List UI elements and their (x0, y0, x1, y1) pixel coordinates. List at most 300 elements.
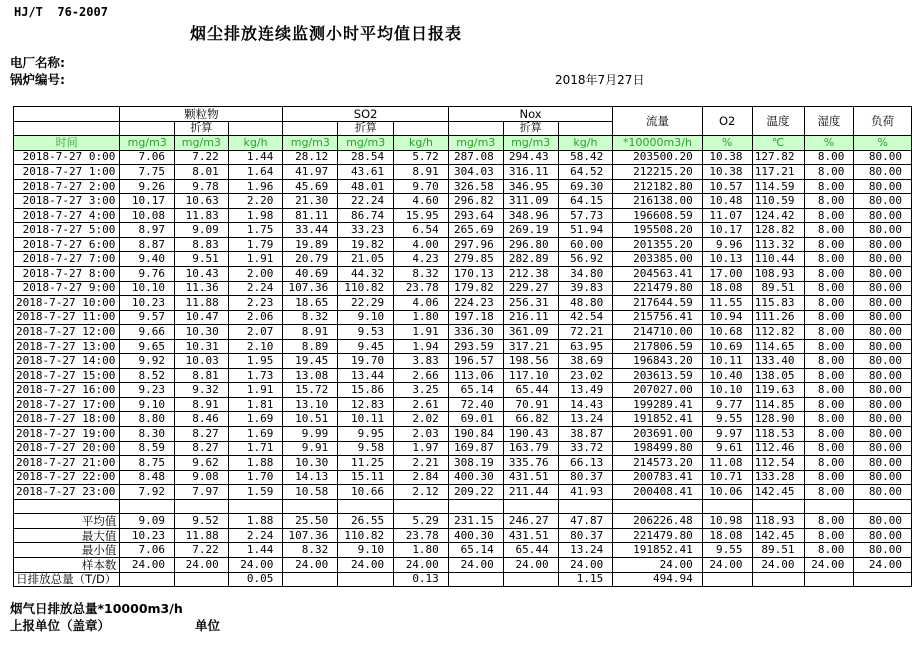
time-header: 时间 (14, 136, 120, 151)
unit-cell: % (854, 136, 912, 151)
value-cell: 10.68 (702, 325, 752, 340)
value-cell: 279.85 (448, 252, 503, 267)
value-cell: 1.80 (394, 543, 449, 558)
value-cell: 8.83 (175, 237, 229, 252)
value-cell: 9.77 (702, 397, 752, 412)
value-cell: 80.00 (854, 470, 912, 485)
value-cell: 3.25 (394, 383, 449, 398)
value-cell: 28.54 (338, 150, 394, 165)
value-cell: 15.95 (394, 208, 449, 223)
value-cell: 348.96 (503, 208, 558, 223)
value-cell: 13.24 (558, 412, 613, 427)
value-cell: 4.23 (394, 252, 449, 267)
time-cell: 2018-7-27 18:00 (14, 412, 120, 427)
value-cell: 8.00 (804, 296, 854, 311)
value-cell: 40.69 (283, 267, 338, 282)
summary-label: 样本数 (14, 557, 120, 572)
subheader-converted: 折算 (503, 121, 558, 136)
value-cell: 24.00 (175, 557, 229, 572)
value-cell: 163.79 (503, 441, 558, 456)
value-cell: 25.50 (283, 514, 338, 529)
value-cell: 41.93 (558, 485, 613, 500)
value-cell: 2.66 (394, 368, 449, 383)
value-cell: 431.51 (503, 528, 558, 543)
value-cell: 10.13 (702, 252, 752, 267)
value-cell: 265.69 (448, 223, 503, 238)
value-cell: 108.93 (752, 267, 804, 282)
spacer-cell (394, 499, 449, 514)
value-cell: 1.70 (228, 470, 283, 485)
value-cell: 28.12 (283, 150, 338, 165)
value-cell: 1.81 (228, 397, 283, 412)
col-humidity: 湿度 (804, 107, 854, 136)
value-cell: 80.00 (854, 427, 912, 442)
value-cell: 1.69 (228, 427, 283, 442)
value-cell: 11.83 (175, 208, 229, 223)
table-row (14, 368, 912, 383)
unit-cell: % (804, 136, 854, 151)
value-cell: 214573.20 (613, 456, 702, 471)
value-cell: 8.00 (804, 223, 854, 238)
value-cell: 8.00 (804, 252, 854, 267)
value-cell: 335.76 (503, 456, 558, 471)
value-cell: 8.00 (804, 325, 854, 340)
value-cell: 80.37 (558, 470, 613, 485)
value-cell: 2.12 (394, 485, 449, 500)
value-cell: 9.91 (283, 441, 338, 456)
spacer-cell (283, 499, 338, 514)
value-cell (283, 572, 338, 587)
table-row (14, 397, 912, 412)
value-cell: 65.14 (448, 543, 503, 558)
value-cell: 10.30 (175, 325, 229, 340)
value-cell: 212.38 (503, 267, 558, 282)
time-cell: 2018-7-27 17:00 (14, 397, 120, 412)
value-cell: 400.30 (448, 470, 503, 485)
value-cell: 24.00 (394, 557, 449, 572)
value-cell: 215756.41 (613, 310, 702, 325)
table-row (14, 456, 912, 471)
value-cell: 7.22 (175, 150, 229, 165)
value-cell: 80.00 (854, 208, 912, 223)
time-cell: 2018-7-27 21:00 (14, 456, 120, 471)
value-cell: 118.93 (752, 514, 804, 529)
value-cell: 2.07 (228, 325, 283, 340)
value-cell (702, 572, 752, 587)
value-cell: 9.66 (120, 325, 175, 340)
table-row (14, 208, 912, 223)
value-cell: 195508.20 (613, 223, 702, 238)
value-cell: 1.69 (228, 412, 283, 427)
table-row (14, 325, 912, 340)
value-cell: 10.63 (175, 194, 229, 209)
table-row (14, 194, 912, 209)
value-cell: 9.95 (338, 427, 394, 442)
value-cell: 8.00 (804, 528, 854, 543)
value-cell: 117.10 (503, 368, 558, 383)
spacer-cell (613, 499, 702, 514)
value-cell: 80.00 (854, 528, 912, 543)
value-cell: 14.43 (558, 397, 613, 412)
unit-cell: mg/m3 (283, 136, 338, 151)
value-cell: 18.65 (283, 296, 338, 311)
time-cell: 2018-7-27 6:00 (14, 237, 120, 252)
value-cell: 2.24 (228, 528, 283, 543)
value-cell: 24.00 (558, 557, 613, 572)
value-cell: 115.83 (752, 296, 804, 311)
col-temperature: 温度 (752, 107, 804, 136)
value-cell: 72.21 (558, 325, 613, 340)
value-cell: 1.15 (558, 572, 613, 587)
value-cell: 8.91 (394, 165, 449, 180)
value-cell: 256.31 (503, 296, 558, 311)
value-cell: 196608.59 (613, 208, 702, 223)
value-cell (120, 572, 175, 587)
value-cell: 39.83 (558, 281, 613, 296)
value-cell: 297.96 (448, 237, 503, 252)
value-cell: 201355.20 (613, 237, 702, 252)
value-cell: 221479.80 (613, 281, 702, 296)
value-cell: 111.26 (752, 310, 804, 325)
value-cell: 19.82 (338, 237, 394, 252)
value-cell: 38.87 (558, 427, 613, 442)
value-cell (338, 572, 394, 587)
value-cell: 9.09 (175, 223, 229, 238)
value-cell: 294.43 (503, 150, 558, 165)
value-cell: 127.82 (752, 150, 804, 165)
value-cell: 80.00 (854, 441, 912, 456)
corner-cell (14, 121, 120, 136)
value-cell: 65.14 (448, 383, 503, 398)
value-cell: 8.59 (120, 441, 175, 456)
corner-cell (14, 107, 120, 122)
value-cell: 10.10 (120, 281, 175, 296)
value-cell: 80.00 (854, 310, 912, 325)
value-cell: 8.00 (804, 456, 854, 471)
table-row (14, 441, 912, 456)
unit-cell: kg/h (394, 136, 449, 151)
value-cell: 15.86 (338, 383, 394, 398)
value-cell: 229.27 (503, 281, 558, 296)
unit-cell: mg/m3 (120, 136, 175, 151)
value-cell: 1.95 (228, 354, 283, 369)
value-cell: 80.00 (854, 252, 912, 267)
value-cell: 1.96 (228, 179, 283, 194)
value-cell: 80.00 (854, 354, 912, 369)
value-cell: 48.01 (338, 179, 394, 194)
table-row (14, 383, 912, 398)
value-cell: 65.44 (503, 543, 558, 558)
value-cell: 8.27 (175, 427, 229, 442)
value-cell: 203500.20 (613, 150, 702, 165)
value-cell (752, 572, 804, 587)
unit-cell: kg/h (558, 136, 613, 151)
value-cell: 1.59 (228, 485, 283, 500)
time-cell: 2018-7-27 12:00 (14, 325, 120, 340)
value-cell: 8.87 (120, 237, 175, 252)
value-cell (854, 572, 912, 587)
time-cell: 2018-7-27 22:00 (14, 470, 120, 485)
value-cell: 42.54 (558, 310, 613, 325)
value-cell: 269.19 (503, 223, 558, 238)
value-cell: 9.08 (175, 470, 229, 485)
value-cell: 190.43 (503, 427, 558, 442)
value-cell: 10.40 (702, 368, 752, 383)
value-cell: 80.00 (854, 237, 912, 252)
spacer-cell (120, 499, 175, 514)
summary-label: 日排放总量（T/D） (14, 572, 120, 587)
time-cell: 2018-7-27 2:00 (14, 179, 120, 194)
unit-cell: % (702, 136, 752, 151)
value-cell: 9.76 (120, 267, 175, 282)
value-cell: 69.01 (448, 412, 503, 427)
value-cell: 119.63 (752, 383, 804, 398)
value-cell: 12.83 (338, 397, 394, 412)
value-cell: 11.88 (175, 296, 229, 311)
value-cell: 190.84 (448, 427, 503, 442)
table-row (14, 165, 912, 180)
time-cell: 2018-7-27 8:00 (14, 267, 120, 282)
value-cell: 65.44 (503, 383, 558, 398)
value-cell: 64.15 (558, 194, 613, 209)
value-cell: 22.24 (338, 194, 394, 209)
value-cell: 9.09 (120, 514, 175, 529)
value-cell: 9.57 (120, 310, 175, 325)
value-cell: 204563.41 (613, 267, 702, 282)
value-cell: 10.17 (120, 194, 175, 209)
value-cell: 80.00 (854, 267, 912, 282)
value-cell: 10.71 (702, 470, 752, 485)
value-cell: 221479.80 (613, 528, 702, 543)
value-cell: 24.00 (283, 557, 338, 572)
value-cell: 110.82 (338, 281, 394, 296)
value-cell: 287.08 (448, 150, 503, 165)
value-cell: 10.58 (283, 485, 338, 500)
value-cell: 20.79 (283, 252, 338, 267)
value-cell: 1.97 (394, 441, 449, 456)
value-cell: 15.11 (338, 470, 394, 485)
value-cell: 2.10 (228, 339, 283, 354)
time-cell: 2018-7-27 14:00 (14, 354, 120, 369)
value-cell: 142.45 (752, 485, 804, 500)
value-cell: 56.92 (558, 252, 613, 267)
value-cell: 4.60 (394, 194, 449, 209)
unit-cell: *10000m3/h (613, 136, 702, 151)
time-cell: 2018-7-27 11:00 (14, 310, 120, 325)
value-cell: 0.13 (394, 572, 449, 587)
value-cell: 24.00 (752, 557, 804, 572)
value-cell: 224.23 (448, 296, 503, 311)
value-cell: 196.57 (448, 354, 503, 369)
value-cell: 9.10 (338, 543, 394, 558)
value-cell: 217806.59 (613, 339, 702, 354)
time-cell: 2018-7-27 13:00 (14, 339, 120, 354)
table-row (14, 150, 912, 165)
spacer-cell (702, 499, 752, 514)
value-cell: 8.00 (804, 397, 854, 412)
spacer-cell (14, 499, 120, 514)
value-cell: 15.72 (283, 383, 338, 398)
value-cell: 33.23 (338, 223, 394, 238)
value-cell: 2.61 (394, 397, 449, 412)
value-cell: 8.00 (804, 354, 854, 369)
value-cell: 124.42 (752, 208, 804, 223)
value-cell: 9.97 (702, 427, 752, 442)
value-cell: 9.70 (394, 179, 449, 194)
value-cell: 326.58 (448, 179, 503, 194)
value-cell: 1.88 (228, 456, 283, 471)
value-cell: 10.94 (702, 310, 752, 325)
value-cell: 9.52 (175, 514, 229, 529)
value-cell (503, 572, 558, 587)
value-cell: 197.18 (448, 310, 503, 325)
value-cell: 8.00 (804, 150, 854, 165)
value-cell: 110.44 (752, 252, 804, 267)
value-cell: 200408.41 (613, 485, 702, 500)
standard-code: HJ/T 76-2007 (14, 5, 108, 19)
value-cell: 8.00 (804, 267, 854, 282)
value-cell: 494.94 (613, 572, 702, 587)
value-cell: 1.91 (228, 252, 283, 267)
value-cell: 8.32 (283, 310, 338, 325)
value-cell: 113.06 (448, 368, 503, 383)
value-cell (448, 572, 503, 587)
value-cell: 34.80 (558, 267, 613, 282)
value-cell: 9.65 (120, 339, 175, 354)
value-cell: 9.96 (702, 237, 752, 252)
unit-cell: ℃ (752, 136, 804, 151)
value-cell: 7.92 (120, 485, 175, 500)
spacer-cell (558, 499, 613, 514)
plant-name-label: 电厂名称: (10, 55, 65, 70)
value-cell: 8.00 (804, 281, 854, 296)
value-cell: 72.40 (448, 397, 503, 412)
value-cell: 33.72 (558, 441, 613, 456)
value-cell: 24.00 (503, 557, 558, 572)
value-cell: 212215.20 (613, 165, 702, 180)
value-cell: 138.05 (752, 368, 804, 383)
value-cell: 13.10 (283, 397, 338, 412)
value-cell: 8.00 (804, 514, 854, 529)
value-cell: 170.13 (448, 267, 503, 282)
col-load: 负荷 (854, 107, 912, 136)
unit-cell: mg/m3 (338, 136, 394, 151)
value-cell: 198.56 (503, 354, 558, 369)
value-cell: 246.27 (503, 514, 558, 529)
value-cell: 18.08 (702, 528, 752, 543)
time-cell: 2018-7-27 4:00 (14, 208, 120, 223)
group-so2: SO2 (283, 107, 448, 122)
value-cell: 1.79 (228, 237, 283, 252)
value-cell: 9.53 (338, 325, 394, 340)
value-cell: 114.65 (752, 339, 804, 354)
value-cell: 9.78 (175, 179, 229, 194)
value-cell: 316.11 (503, 165, 558, 180)
value-cell: 10.03 (175, 354, 229, 369)
value-cell: 8.00 (804, 543, 854, 558)
value-cell: 112.46 (752, 441, 804, 456)
spacer-row (14, 499, 912, 514)
value-cell: 179.82 (448, 281, 503, 296)
value-cell: 11.08 (702, 456, 752, 471)
value-cell: 8.00 (804, 165, 854, 180)
table-row (14, 339, 912, 354)
summary-label: 平均值 (14, 514, 120, 529)
value-cell: 110.59 (752, 194, 804, 209)
value-cell: 361.09 (503, 325, 558, 340)
table-row (14, 267, 912, 282)
subheader-converted: 折算 (175, 121, 229, 136)
table-row (14, 470, 912, 485)
value-cell: 10.23 (120, 296, 175, 311)
value-cell: 23.78 (394, 281, 449, 296)
table-row (14, 281, 912, 296)
table-row (14, 412, 912, 427)
value-cell: 293.59 (448, 339, 503, 354)
value-cell: 2.06 (228, 310, 283, 325)
value-cell: 4.00 (394, 237, 449, 252)
value-cell: 10.30 (283, 456, 338, 471)
value-cell: 8.00 (804, 427, 854, 442)
value-cell: 80.00 (854, 514, 912, 529)
value-cell: 8.00 (804, 441, 854, 456)
value-cell: 7.06 (120, 150, 175, 165)
value-cell: 9.62 (175, 456, 229, 471)
value-cell: 80.00 (854, 194, 912, 209)
value-cell: 24.00 (702, 557, 752, 572)
value-cell: 48.80 (558, 296, 613, 311)
value-cell: 80.00 (854, 485, 912, 500)
value-cell: 9.10 (338, 310, 394, 325)
value-cell: 191852.41 (613, 412, 702, 427)
value-cell: 9.92 (120, 354, 175, 369)
value-cell: 293.64 (448, 208, 503, 223)
value-cell: 13.24 (558, 543, 613, 558)
value-cell: 11.36 (175, 281, 229, 296)
unit-cell: mg/m3 (175, 136, 229, 151)
value-cell: 24.00 (854, 557, 912, 572)
value-cell: 6.54 (394, 223, 449, 238)
value-cell: 10.11 (702, 354, 752, 369)
daily-report-table (13, 106, 912, 587)
value-cell: 113.32 (752, 237, 804, 252)
value-cell: 80.00 (854, 412, 912, 427)
spacer-cell (854, 499, 912, 514)
value-cell: 80.00 (854, 150, 912, 165)
value-cell: 2.84 (394, 470, 449, 485)
time-cell: 2018-7-27 9:00 (14, 281, 120, 296)
table-row (14, 354, 912, 369)
value-cell: 2.20 (228, 194, 283, 209)
value-cell: 8.97 (120, 223, 175, 238)
value-cell: 8.32 (394, 267, 449, 282)
value-cell: 1.91 (228, 383, 283, 398)
summary-row (14, 528, 912, 543)
value-cell: 9.45 (338, 339, 394, 354)
value-cell: 80.00 (854, 368, 912, 383)
table-row (14, 237, 912, 252)
value-cell: 13.08 (283, 368, 338, 383)
value-cell: 24.00 (804, 557, 854, 572)
value-cell: 10.47 (175, 310, 229, 325)
value-cell: 8.91 (283, 325, 338, 340)
value-cell: 9.10 (120, 397, 175, 412)
value-cell: 8.00 (804, 310, 854, 325)
value-cell: 45.69 (283, 179, 338, 194)
summary-label: 最小值 (14, 543, 120, 558)
spacer-cell (228, 499, 283, 514)
time-cell: 2018-7-27 19:00 (14, 427, 120, 442)
